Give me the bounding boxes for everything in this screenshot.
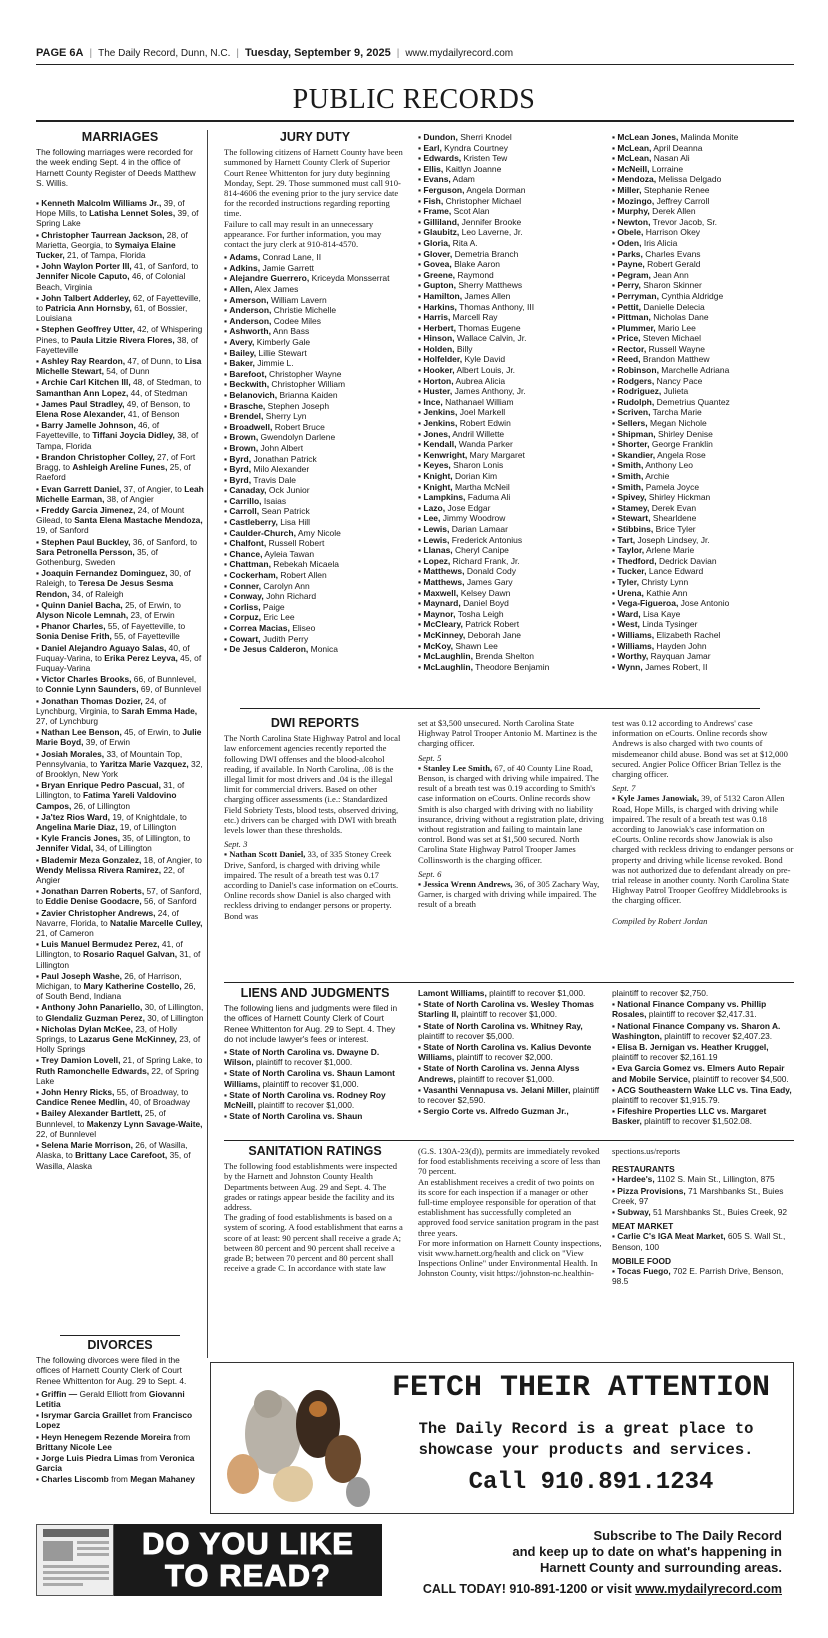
dwi-col-1 [224, 718, 406, 986]
divorces-intro: The following divorces were filed in the offices of Harnett County Clerk of Court Renee Whittenton for Aug. 29 to Sept. 4. [36, 1355, 187, 1386]
sanitation-text: The following food establishments were inspected by the Harnett and Johnston County Health Departments between Aug. 29 and Sept. 4. The grades or ratings appear beside the facility and its address. [224, 1161, 398, 1213]
juror-item: ▪ Ward, Lisa Kaye [612, 609, 794, 620]
page-title: PUBLIC RECORDS [292, 84, 536, 115]
juror-item: ▪ Carroll, Sean Patrick [224, 506, 406, 517]
juror-item: ▪ Herbert, Thomas Eugene [418, 323, 604, 334]
sanitation-heading: SANITATION RATINGS [248, 1146, 382, 1158]
lien-entry: ▪ State of North Carolina vs. Kalius Devonte Williams, plaintiff to recover $2,000. [418, 1042, 592, 1063]
jury-list-2 [418, 132, 604, 702]
juror-item: ▪ Perry, Sharon Skinner [612, 280, 794, 291]
sanitation-text: An establishment receives a credit of two points on its score for each inspection if a manager or other full-time employee responsible for operation of that establishment has successfully completed an approved food service sanitation program in the past three years. [418, 1176, 599, 1238]
divorce-entry: ▪ Isrymar Garcia Graillet from Francisco Lopez [36, 1410, 193, 1431]
juror-item: ▪ Carrillo, Isaias [224, 496, 406, 507]
juror-item: ▪ Broadwell, Robert Bruce [224, 422, 406, 433]
juror-item: ▪ McKinney, Deborah Jane [418, 630, 604, 641]
juror-item: ▪ Caulder-Church, Amy Nicole [224, 528, 406, 539]
juror-item: ▪ Byrd, Travis Dale [224, 475, 406, 486]
liens-col-3 [612, 988, 794, 1136]
dwi-col-3 [612, 718, 794, 986]
juror-item: ▪ Jenkins, Robert Edwin [418, 418, 604, 429]
marriage-entry: ▪ Kyle Francis Jones, 35, of Lillington, to Jennifer Vidal, 34, of Lillington [36, 833, 191, 854]
juror-item: ▪ Obele, Harrison Okey [612, 227, 794, 238]
juror-item: ▪ Earl, Kyndra Courtney [418, 143, 604, 154]
juror-item: ▪ Adams, Conrad Lane, II [224, 252, 406, 263]
marriage-entry: ▪ Josiah Morales, 33, of Mountain Top, Pennsylvania, to Yaritza Marie Vazquez, 32, of Brooklyn, New York [36, 748, 203, 779]
header-rule [36, 64, 794, 65]
juror-item: ▪ Huster, James Anthony, Jr. [418, 386, 604, 397]
juror-item: ▪ Hamilton, James Allen [418, 291, 604, 302]
juror-item: ▪ Allen, Alex James [224, 284, 406, 295]
juror-item: ▪ Matthews, Donald Cody [418, 566, 604, 577]
lien-entry: ▪ Eva Garcia Gomez vs. Elmers Auto Repair and Mobile Service, plaintiff to recover $4,500. [612, 1063, 789, 1084]
juror-item: ▪ Sellers, Megan Nichole [612, 418, 794, 429]
juror-item: ▪ Tucker, Lance Edward [612, 566, 794, 577]
juror-item: ▪ Rudolph, Demetrius Quantez [612, 397, 794, 408]
dwi-entry: ▪ Jessica Wrenn Andrews, 36, of 305 Zachary Way, Garner, is charged with driving while impaired. The result of a breath [418, 879, 600, 910]
subscription-banner[interactable] [36, 1524, 794, 1596]
dwi-text: set at $3,500 unsecured. North Carolina State Highway Patrol Trooper Antonio M. Martinez is the charging officer. [418, 718, 598, 749]
juror-item: ▪ Frame, Scot Alan [418, 206, 604, 217]
juror-item: ▪ McKoy, Shawn Lee [418, 641, 604, 652]
juror-item: ▪ Lee, Jimmy Woodrow [418, 513, 604, 524]
juror-item: ▪ McLean, April Deanna [612, 143, 794, 154]
juror-item: ▪ Chalfont, Russell Robert [224, 538, 406, 549]
marriage-entry: ▪ John Waylon Porter III, 41, of Sanford, to Jennifer Nicole Caputo, 46, of Colonial Beach, Virginia [36, 261, 199, 292]
marriage-entry: ▪ Paul Joseph Washe, 26, of Harrison, Michigan, to Mary Katherine Costello, 26, of South Bend, Indiana [36, 970, 196, 1002]
juror-item: ▪ Murphy, Derek Allen [612, 206, 794, 217]
juror-item: ▪ Jenkins, Joel Markell [418, 407, 604, 418]
juror-item: ▪ McLaughlin, Theodore Benjamin [418, 662, 604, 673]
ad-subtext: The Daily Record is a great place to showcase your products and services. [418, 1420, 754, 1459]
juror-item: ▪ McNeill, Lorraine [612, 164, 794, 175]
juror-item: ▪ Knight, Dorian Kim [418, 471, 604, 482]
juror-item: ▪ Thedford, Dedrick Davian [612, 556, 794, 567]
juror-item: ▪ Smith, Pamela Joyce [612, 482, 794, 493]
site-url[interactable]: www.mydailyrecord.com [405, 47, 514, 59]
juror-item: ▪ Williams, Hayden John [612, 641, 794, 652]
juror-item: ▪ Stibbins, Brice Tyler [612, 524, 794, 535]
divorce-entry: ▪ Charles Liscomb from Megan Mahaney [36, 1474, 195, 1485]
marriage-entry: ▪ Nathan Lee Benson, 45, of Erwin, to Julie Marie Boyd, 39, of Erwin [36, 727, 202, 748]
dwi-credit: Compiled by Robert Jordan [612, 915, 708, 926]
marriage-entry: ▪ Ashley Ray Reardon, 47, of Dunn, to Lisa Michelle Stewart, 54, of Dunn [36, 356, 202, 377]
juror-item: ▪ Glover, Demetria Branch [418, 249, 604, 260]
jury-list-1 [224, 252, 406, 655]
juror-item: ▪ Tart, Joseph Lindsey, Jr. [612, 535, 794, 546]
column-divider [207, 130, 208, 1358]
juror-item: ▪ Price, Steven Michael [612, 333, 794, 344]
rating-entry: ▪ Tocas Fuego, 702 E. Parrish Drive, Benson, 98.5 [612, 1266, 784, 1287]
liens-heading: LIENS AND JUDGMENTS [240, 988, 390, 1000]
juror-item: ▪ Castleberry, Lisa Hill [224, 517, 406, 528]
liens-col-2 [418, 988, 604, 1136]
juror-item: ▪ Gupton, Sherry Matthews [418, 280, 604, 291]
lien-entry: ▪ Elisa B. Jernigan vs. Heather Kruggel, plaintiff to recover $2,161.19 [612, 1042, 769, 1063]
juror-item: ▪ Pegram, Jean Ann [612, 270, 794, 281]
juror-item: ▪ Perryman, Cynthia Aldridge [612, 291, 794, 302]
juror-item: ▪ Wynn, James Robert, II [612, 662, 794, 673]
dwi-heading: DWI REPORTS [270, 718, 360, 730]
juror-item: ▪ Alejandre Guerrero, Kriceyda Monsserrat [224, 273, 406, 284]
juror-item: ▪ Tyler, Christy Lynn [612, 577, 794, 588]
juror-item: ▪ Conner, Carolyn Ann [224, 581, 406, 592]
marriage-entry: ▪ John Henry Ricks, 55, of Broadway, to Candice Renee Medlin, 40, of Broadway [36, 1087, 191, 1108]
issue-date: Tuesday, September 9, 2025 [244, 47, 391, 59]
juror-item: ▪ Smith, Archie [612, 471, 794, 482]
juror-item: ▪ Spivey, Shirley Hickman [612, 492, 794, 503]
marriage-entry: ▪ Joaquin Fernandez Dominguez, 30, of Raleigh, to Teresa De Jesus Sesma Rendon, 34, of Raleigh [36, 568, 191, 599]
lien-entry: ▪ Sergio Corte vs. Alfredo Guzman Jr., [418, 1106, 569, 1117]
page-header: PAGE 6A | The Daily Record, Dunn, N.C. | Tuesday, September 9, 2025 | www.mydailyrecord.com [36, 47, 514, 59]
juror-item: ▪ Maxwell, Kelsey Dawn [418, 588, 604, 599]
juror-item: ▪ Mozingo, Jeffrey Carroll [612, 196, 794, 207]
juror-item: ▪ Maynard, Daniel Boyd [418, 598, 604, 609]
juror-item: ▪ Smith, Anthony Leo [612, 460, 794, 471]
marriage-entry: ▪ Barry Jamelle Johnson, 46, of Fayetteville, to Tiffani Joycia Didley, 38, of Tampa, Florida [36, 420, 199, 451]
marriages-heading: MARRIAGES [81, 132, 159, 144]
section-rule [224, 1140, 794, 1141]
marriage-entry: ▪ Phanor Charles, 55, of Fayetteville, to Sonia Denise Frith, 55, of Fayetteville [36, 621, 186, 642]
juror-item: ▪ McCleary, Patrick Robert [418, 619, 604, 630]
juror-item: ▪ Williams, Elizabeth Rachel [612, 630, 794, 641]
juror-item: ▪ McLean Jones, Malinda Monite [612, 132, 794, 143]
marriage-entry: ▪ Archie Carl Kitchen III, 48, of Stedman, to Samanthan Ann Lopez, 44, of Stedman [36, 377, 202, 398]
lien-entry: ▪ State of North Carolina vs. Jenna Alyss Andrews, plaintiff to recover $1,000. [418, 1063, 580, 1084]
juror-item: ▪ Robinson, Marchelle Adriana [612, 365, 794, 376]
juror-item: ▪ Gloria, Rita A. [418, 238, 604, 249]
lien-entry: ▪ State of North Carolina vs. Wesley Thomas Starling II, plaintiff to recover $1,000. [418, 999, 594, 1020]
dwi-col-2 [418, 718, 604, 986]
juror-item: ▪ Horton, Aubrea Alicia [418, 376, 604, 387]
juror-item: ▪ Miller, Stephanie Renee [612, 185, 794, 196]
juror-item: ▪ Scriven, Tarcha Marie [612, 407, 794, 418]
dwi-date: Sept. 5 [418, 752, 442, 763]
ad-phone[interactable]: Call 910.891.1234 [468, 1469, 714, 1496]
advertisement[interactable] [210, 1362, 794, 1514]
juror-item: ▪ Stamey, Derek Evan [612, 503, 794, 514]
juror-item: ▪ Beckwith, Christopher William [224, 379, 406, 390]
marriage-entry: ▪ Brandon Christopher Colley, 27, of Fort Bragg, to Ashleigh Areline Funes, 25, of Raeford [36, 451, 196, 483]
jury-section [224, 132, 406, 712]
lien-entry: plaintiff to recover $2,750. [612, 988, 709, 998]
lien-entry: ▪ State of North Carolina vs. Shaun [224, 1111, 363, 1122]
sanitation-text: For more information on Harnett County inspections, visit www.harnett.org/health and click on "View Inspections Online" under Environmental Health. In Johnston County, visit https://johnston-nc.healthin- [418, 1237, 602, 1279]
jury-intro-2: Failure to call may result in an unnecessary appearance. For further information, you may contact the jury clerk at 910-814-4570. [224, 218, 382, 250]
section-rule [224, 982, 794, 983]
juror-item: ▪ Reed, Brandon Matthew [612, 354, 794, 365]
lien-entry: ▪ ACG Southeastern Wake LLC vs. Tina Eady, plaintiff to recover $1,915.79. [612, 1084, 792, 1106]
juror-item: ▪ Adkins, Jamie Garrett [224, 263, 406, 274]
juror-item: ▪ Brasche, Stephen Joseph [224, 401, 406, 412]
juror-item: ▪ Llanas, Cheryl Canipe [418, 545, 604, 556]
juror-item: ▪ Keyes, Sharon Lonis [418, 460, 604, 471]
juror-item: ▪ Chance, Ayleia Tawan [224, 549, 406, 560]
juror-item: ▪ Pittman, Nicholas Dane [612, 312, 794, 323]
paper-name: The Daily Record, Dunn, N.C. [98, 47, 231, 59]
marriage-entry: ▪ Selena Marie Morrison, 26, of Wasilla, Alaska, to Brittany Lace Carefoot, 35, of Wasilla, Alaska [36, 1140, 191, 1171]
juror-item: ▪ Worthy, Rayquan Jamar [612, 651, 794, 662]
marriage-entry: ▪ Victor Charles Brooks, 66, of Bunnlevel, to Connie Lynn Saunders, 69, of Bunnlevel [36, 674, 201, 695]
juror-item: ▪ Hooker, Albert Louis, Jr. [418, 365, 604, 376]
juror-item: ▪ Rodgers, Nancy Pace [612, 376, 794, 387]
juror-item: ▪ Corliss, Paige [224, 602, 406, 613]
dwi-entry: ▪ Nathan Scott Daniel, 33, of 335 Stoney Creek Drive, Sanford, is charged with driving while impaired. The result of a breath test was 0.17 according to Daniel's case information on eCourts. Online records show Daniel is also charged with reckless driving to endanger persons or property. Bond was [224, 849, 399, 921]
juror-item: ▪ Vega-Figueroa, Jose Antonio [612, 598, 794, 609]
juror-item: ▪ Hinson, Wallace Calvin, Jr. [418, 333, 604, 344]
section-rule [60, 1335, 180, 1336]
juror-item: ▪ Cowart, Judith Perry [224, 634, 406, 645]
juror-item: ▪ Ellis, Kaitlyn Joanne [418, 164, 604, 175]
marriages-intro: The following marriages were recorded for the week ending Sept. 4 in the office of Harnett County Register of Deeds Matthew S. Willis. [36, 147, 196, 188]
juror-item: ▪ Holden, Billy [418, 344, 604, 355]
juror-item: ▪ Kendall, Wanda Parker [418, 439, 604, 450]
juror-item: ▪ Lampkins, Faduma Ali [418, 492, 604, 503]
juror-item: ▪ Gilliland, Jennifer Brooke [418, 217, 604, 228]
juror-item: ▪ Matthews, James Gary [418, 577, 604, 588]
dwi-entry: ▪ Stanley Lee Smith, 67, of 40 County Line Road, Benson, is charged with driving while impaired. The result of a breath test was 0.19 according to Smith's case information on eCourts. Online records show Smith is also charged with driving with no liability insurance, driving without a registration plate, driving without registration and failing to maintain lane control. Bond was set at $1,500 secured. North Carolina State Highway Patrol Trooper James Collinsworth is the charging officer. [418, 762, 604, 865]
juror-item: ▪ Holfelder, Kyle David [418, 354, 604, 365]
ad-headline: FETCH THEIR ATTENTION [391, 1371, 771, 1405]
section-rule [240, 708, 760, 709]
rating-entry: ▪ Pizza Provisions, 71 Marshbanks St., Buies Creek, 97 [612, 1185, 784, 1206]
juror-item: ▪ Conway, John Richard [224, 591, 406, 602]
dwi-intro: The North Carolina State Highway Patrol and local law enforcement agencies recently reported the following DWI offenses and the blood-alcohol reading, if available. In North Carolina, .08 is the illegal limit for most drivers and .04 is the illegal limit for commercial drivers. Based on other charging officer assessments (i.e.: Standardized Field Sobriety Tests, blood tests, observed driving, etc.) drivers can be charged with DWI with breath levels lower than these thresholds. [224, 733, 401, 836]
juror-item: ▪ Kenwright, Mary Margaret [418, 450, 604, 461]
dwi-date: Sept. 3 [224, 839, 248, 850]
marriage-entry: ▪ Christopher Taurrean Jackson, 28, of Marietta, Georgia, to Symaiya Elaine Tucker, 21, of Tampa, Florida [36, 229, 188, 261]
divorce-entry: ▪ Jorge Luis Piedra Limas from Veronica Garcia [36, 1453, 195, 1474]
juror-item: ▪ Brendel, Sherry Lyn [224, 411, 406, 422]
juror-item: ▪ Barefoot, Christopher Wayne [224, 369, 406, 380]
juror-item: ▪ Canaday, Ock Junior [224, 485, 406, 496]
divorce-entry: ▪ Heyn Henegem Rezende Moreira from Brittany Nicole Lee [36, 1431, 191, 1452]
banner-info: Subscribe to The Daily Record and keep up to date on what's happening in Harnett County and surrounding areas. CALL TODAY! 910-891-1200 or visit www.mydailyrecord.com [422, 1528, 782, 1596]
divorces-heading: DIVORCES [87, 1340, 153, 1352]
banner-cta: CALL TODAY! 910-891-1200 or visit [422, 1582, 636, 1596]
sanitation-col-3 [612, 1146, 794, 1358]
juror-item: ▪ Belanovich, Brianna Kaiden [224, 390, 406, 401]
juror-item: ▪ Ashworth, Ann Bass [224, 326, 406, 337]
marriage-entry: ▪ Kenneth Malcolm Williams Jr., 39, of Hope Mills, to Latisha Lennet Soles, 39, of Spring Lake [36, 198, 199, 229]
juror-item: ▪ Rector, Russell Wayne [612, 344, 794, 355]
juror-item: ▪ Govea, Blake Aaron [418, 259, 604, 270]
marriages-list [36, 198, 204, 1171]
lien-entry: ▪ State of North Carolina vs. Whitney Ray, plaintiff to recover $5,000. [418, 1020, 583, 1041]
juror-item: ▪ Knight, Martha McNeil [418, 482, 604, 493]
sanitation-col-2 [418, 1146, 604, 1358]
banner-url[interactable]: www.mydailyrecord.com [635, 1582, 782, 1596]
marriage-entry: ▪ Bryan Enrique Pedro Pascual, 31, of Lillington, to Fatima Yareli Valdovino Campos, 26, of Lillington [36, 780, 185, 811]
juror-item: ▪ Byrd, Milo Alexander [224, 464, 406, 475]
marriage-entry: ▪ Stephen Geoffrey Utter, 42, of Whispering Pines, to Paula Litzie Rivera Flores, 38, of Fayetteville [36, 324, 203, 355]
juror-item: ▪ Correa Macias, Eliseo [224, 623, 406, 634]
rating-entry: ▪ Carlie C's IGA Meat Market, 605 S. Wall St., Benson, 100 [612, 1231, 786, 1252]
juror-item: ▪ McLean, Nasan Ali [612, 153, 794, 164]
juror-item: ▪ West, Linda Tysinger [612, 619, 794, 630]
lien-entry: ▪ National Finance Company vs. Sharon A. Washington, plaintiff to recover $2,407.23. [612, 1020, 781, 1041]
juror-item: ▪ Lopez, Richard Frank, Jr. [418, 556, 604, 567]
juror-item: ▪ Greene, Raymond [418, 270, 604, 281]
juror-item: ▪ Fish, Christopher Michael [418, 196, 604, 207]
marriage-entry: ▪ James Paul Stradley, 49, of Benson, to Elena Rose Alexander, 41, of Benson [36, 398, 191, 420]
juror-item: ▪ Newton, Trevor Jacob, Sr. [612, 217, 794, 228]
juror-item: ▪ Anderson, Codee Miles [224, 316, 406, 327]
restaurants-heading: RESTAURANTS [612, 1164, 675, 1175]
juror-item: ▪ Brown, John Albert [224, 443, 406, 454]
juror-item: ▪ Ferguson, Angela Dorman [418, 185, 604, 196]
pets-illustration [213, 1364, 373, 1514]
dwi-entry: ▪ Kyle James Janowiak, 39, of 5132 Caron Allen Road, Hope Mills, is charged with driving while impaired. The result of a breath test was 0.18 according to Janowiak's case information on eCourts. Online records show Janowiak is also charged with reckless driving to endanger persons or property and driving while license revoked. Bond was not authorized due to defendant already on pre-trial release in another county. North Carolina State Highway Patrol Trooper Geoffrey Middlebrooks is the charging officer. [612, 793, 794, 906]
juror-item: ▪ Skandier, Angela Rose [612, 450, 794, 461]
rating-entry: ▪ Hardee's, 1102 S. Main St., Lillington, 875 [612, 1174, 775, 1185]
marriage-entry: ▪ Bailey Alexander Bartlett, 25, of Bunnlevel, to Makenzy Lynn Savage-Waite, 22, of Bunnlevel [36, 1108, 203, 1139]
lien-entry: ▪ Fifeshire Properties LLC vs. Margaret Basker, plaintiff to recover $1,502.08. [612, 1106, 767, 1127]
rating-entry: ▪ Subway, 51 Marshbanks St., Buies Creek, 92 [612, 1207, 788, 1218]
marriage-entry: ▪ Nicholas Dylan McKee, 23, of Holly Springs, to Lazarus Gene McKinney, 23, of Holly Springs [36, 1023, 201, 1055]
juror-item: ▪ Shorter, George Franklin [612, 439, 794, 450]
juror-item: ▪ Glaubitz, Leo Laverne, Jr. [418, 227, 604, 238]
juror-item: ▪ Chattman, Rebekah Micaela [224, 559, 406, 570]
juror-item: ▪ Lazo, Jose Edgar [418, 503, 604, 514]
marriage-entry: ▪ Daniel Alejandro Aguayo Salas, 40, of Fuquay-Varina, to Erika Perez Leyva, 45, of Fuquay-Varina [36, 642, 202, 673]
juror-item: ▪ Pettit, Danielle Delecia [612, 302, 794, 313]
divorces-list [36, 1389, 204, 1485]
liens-intro: The following liens and judgments were filed in the offices of Harnett County Clerk of Court Renee Whittenton for Aug. 29 to Sept. 4. They do not include lawyer's fees or interest. [224, 1003, 398, 1044]
lien-entry: ▪ State of North Carolina vs. Shaun Lamont Williams, plaintiff to recover $1,000. [224, 1068, 395, 1089]
sanitation-text: The grading of food establishments is based on a system of scoring. A food establishment that earns a score of at least: 90 percent shall receive a grade A; between 80 percent and 90 percent shall receive a grade B; between 70 percent and 80 percent shall receive a grade C. In accordance with state law [224, 1212, 403, 1274]
juror-item: ▪ Dundon, Sherri Knodel [418, 132, 604, 143]
juror-item: ▪ Harkins, Thomas Anthony, III [418, 302, 604, 313]
juror-item: ▪ Plummer, Mario Lee [612, 323, 794, 334]
juror-item: ▪ Corpuz, Eric Lee [224, 612, 406, 623]
divorces-section [36, 1340, 204, 1520]
juror-item: ▪ Taylor, Arlene Marie [612, 545, 794, 556]
juror-item: ▪ Byrd, Jonathan Patrick [224, 454, 406, 465]
juror-item: ▪ Baker, Jimmie L. [224, 358, 406, 369]
marriage-entry: ▪ Stephen Paul Buckley, 36, of Sanford, to Sara Petronella Persson, 35, of Gothenburg, Sweden [36, 536, 198, 567]
juror-item: ▪ Bailey, Lillie Stewart [224, 348, 406, 359]
juror-item: ▪ Maynor, Tosha Leigh [418, 609, 604, 620]
juror-item: ▪ Lewis, Frederick Antonius [418, 535, 604, 546]
juror-item: ▪ Stewart, Shearldene [612, 513, 794, 524]
marriage-entry: ▪ Blademir Meza Gonzalez, 18, of Angier, to Wendy Melissa Rivera Ramirez, 22, of Angier [36, 854, 202, 886]
jury-heading: JURY DUTY [279, 132, 351, 144]
marriage-entry: ▪ Jonathan Thomas Dozier, 24, of Lynchburg, Virginia, to Sarah Emma Hade, 27, of Lynchburg [36, 695, 198, 726]
lien-entry: ▪ National Finance Company vs. Phillip Rosales, plaintiff to recover $2,417.31. [612, 999, 767, 1020]
juror-item: ▪ Rodriguez, Julieta [612, 386, 794, 397]
marriage-entry: ▪ Anthony John Panariello, 30, of Lillington, to Glendaliz Guzman Perez, 30, of Lillington [36, 1002, 204, 1023]
banner-headline: DO YOU LIKE TO READ? [114, 1524, 382, 1596]
juror-item: ▪ Shipman, Shirley Denise [612, 429, 794, 440]
juror-item: ▪ Brown, Gwendolyn Darlene [224, 432, 406, 443]
lien-entry: ▪ Vasanthi Vennapusa vs. Jelani Miller, plaintiff to recover $2,590. [418, 1084, 600, 1106]
marriage-entry: ▪ Jonathan Darren Roberts, 57, of Sanford, to Eddie Denise Goodacre, 56, of Sanford [36, 886, 202, 907]
divorce-entry: ▪ Griffin — Gerald Elliott from Giovanni Letitia [36, 1388, 185, 1410]
juror-item: ▪ De Jesus Calderon, Monica [224, 644, 406, 655]
jury-list-3 [612, 132, 794, 702]
lien-entry: Lamont Williams, plaintiff to recover $1,000. [418, 988, 586, 998]
juror-item: ▪ Payne, Robert Gerald [612, 259, 794, 270]
marriage-entry: ▪ John Talbert Adderley, 62, of Fayetteville, to Patricia Ann Hornsby, 61, of Bossier, Louisiana [36, 292, 201, 324]
juror-item: ▪ Anderson, Christie Michelle [224, 305, 406, 316]
meat-market-heading: MEAT MARKET [612, 1221, 674, 1232]
juror-item: ▪ Edwards, Kristen Tew [418, 153, 604, 164]
mobile-food-heading: MOBILE FOOD [612, 1255, 672, 1266]
marriage-entry: ▪ Evan Garrett Daniel, 37, of Angier, to Leah Michelle Earman, 38, of Angier [36, 483, 204, 504]
juror-item: ▪ Evans, Adam [418, 174, 604, 185]
marriage-entry: ▪ Freddy Garcia Jimenez, 24, of Mount Gilead, to Santa Elena Mastache Mendoza, 19, of Sanford [36, 504, 203, 536]
juror-item: ▪ Amerson, William Lavern [224, 295, 406, 306]
marriages-section [36, 132, 204, 1332]
marriage-entry: ▪ Ja'tez Rios Ward, 19, of Knightdale, to Angelina Marie Diaz, 19, of Lillington [36, 811, 187, 832]
marriage-entry: ▪ Trey Damion Lovell, 21, of Spring Lake, to Ruth Ramonchelle Edwards, 22, of Spring Lake [36, 1055, 203, 1086]
juror-item: ▪ Urena, Kathie Ann [612, 588, 794, 599]
sanitation-col-1 [224, 1146, 406, 1358]
liens-col-1 [224, 988, 406, 1136]
lien-entry: ▪ State of North Carolina vs. Dwayne D. Wilson, plaintiff to recover $1,000. [224, 1047, 380, 1068]
dwi-text: test was 0.12 according to Andrews' case information on eCourts. Online records show Andrews is also charged with two counts of misdemeanor child abuse. Bond was set at $12,000 secured. Angier Police Officer Brian Tellez is the charging officer. [612, 718, 788, 780]
juror-item: ▪ McLaughlin, Brenda Shelton [418, 651, 604, 662]
juror-item: ▪ Avery, Kimberly Gale [224, 337, 406, 348]
marriage-entry: ▪ Quinn Daniel Bacha, 25, of Erwin, to Alyson Nicole Lemnah, 23, of Erwin [36, 599, 181, 620]
jury-intro: The following citizens of Harnett County have been summoned by Harnett County Clerk of Superior Court Renee Whittenton for jury duty beginning Monday, Sept. 29. Those summoned must call 910-814-4606 the evening prior to the jury service date for the recorded instructions regarding reporting time. [224, 147, 403, 219]
newspaper-thumbnail [36, 1524, 114, 1596]
juror-item: ▪ Ince, Nathanael William [418, 397, 604, 408]
juror-item: ▪ Cockerham, Robert Allen [224, 570, 406, 581]
title-rule [36, 120, 794, 122]
marriage-entry: ▪ Luis Manuel Bermudez Perez, 41, of Lillington, to Rosario Raquel Galvan, 31, of Lillington [36, 939, 201, 970]
dwi-date: Sept. 6 [418, 868, 442, 879]
sanitation-text: spections.us/reports [612, 1146, 681, 1156]
juror-item: ▪ Mendoza, Melissa Delgado [612, 174, 794, 185]
juror-item: ▪ Harris, Marcell Ray [418, 312, 604, 323]
dwi-date: Sept. 7 [612, 783, 636, 794]
page-number: PAGE 6A [36, 47, 84, 59]
juror-item: ▪ Oden, Iris Alicia [612, 238, 794, 249]
lien-entry: ▪ State of North Carolina vs. Rodney Roy McNeill, plaintiff to recover $1,000. [224, 1089, 386, 1111]
juror-item: ▪ Jones, Andril Willette [418, 429, 604, 440]
sanitation-text: (G.S. 130A-23(d)), permits are immediately revoked for food establishments receiving a score of less than 70 percent. [418, 1146, 601, 1177]
juror-item: ▪ Lewis, Darian Lamaar [418, 524, 604, 535]
juror-item: ▪ Parks, Charles Evans [612, 249, 794, 260]
marriage-entry: ▪ Zavier Christopher Andrews, 24, of Navarre, Florida, to Natalie Marcelle Culley, 21, of Cameron [36, 907, 203, 939]
